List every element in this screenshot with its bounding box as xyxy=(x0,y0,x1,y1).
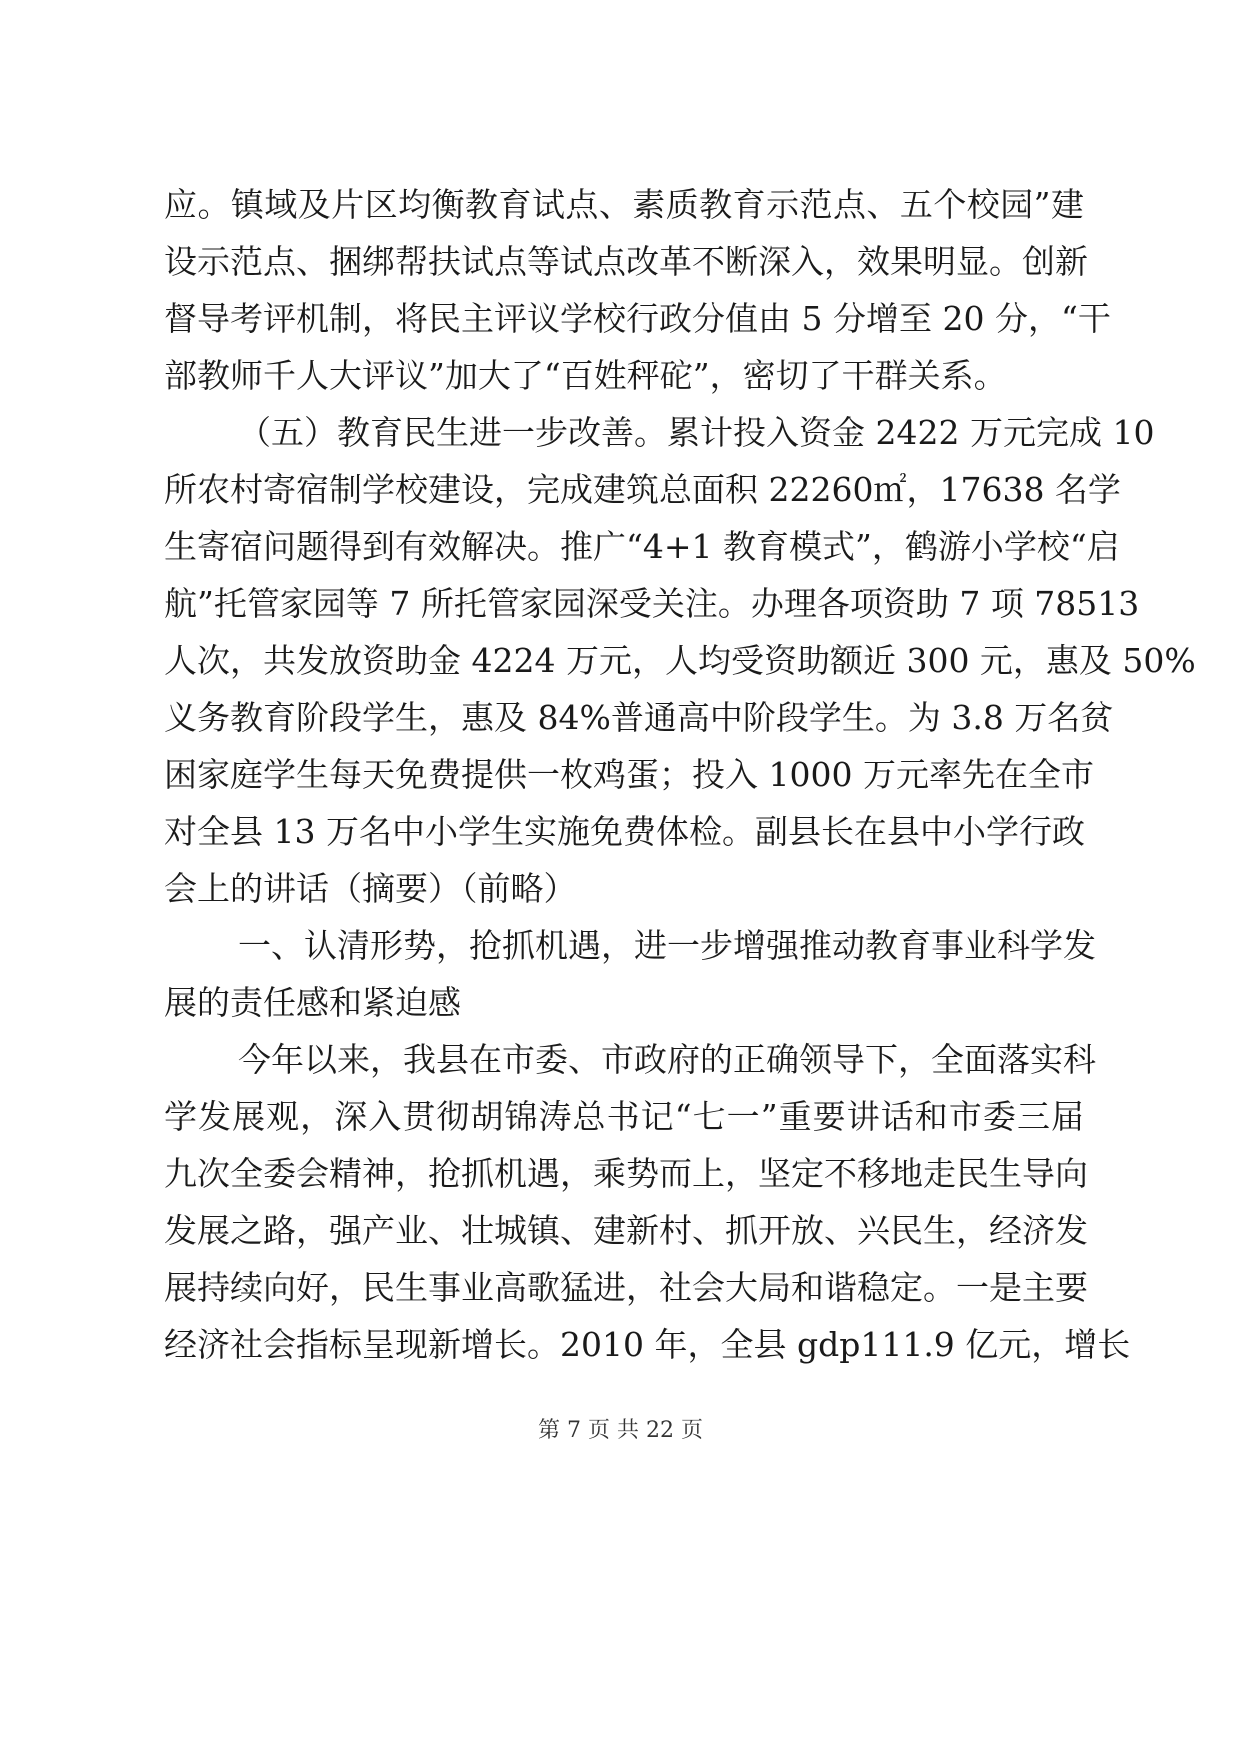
page-footer: 第 7 页 共 22 页 xyxy=(538,1418,703,1443)
paragraph-first-line: 今年以来，我县在市委、市政府的正确领导下，全面落实科 xyxy=(238,1040,1096,1079)
paragraph-first-line: （五）教育民生进一步改善。累计投入资金 2422 万元完成 10 xyxy=(238,413,1155,452)
body-line: 人次，共发放资助金 4224 万元，人均受资助额近 300 元，惠及 50% xyxy=(164,641,1196,680)
body-line: 发展之路，强产业、壮城镇、建新村、抓开放、兴民生，经济发 xyxy=(164,1211,1088,1250)
body-line: 九次全委会精神，抢抓机遇，乘势而上，坚定不移地走民生导向 xyxy=(164,1154,1088,1193)
body-line: 生寄宿问题得到有效解决。推广“4+1 教育模式”，鹤游小学校“启 xyxy=(164,527,1120,566)
body-line: 经济社会指标呈现新增长。2010 年，全县 gdp111.9 亿元，增长 xyxy=(164,1325,1131,1364)
body-line: 设示范点、捆绑帮扶试点等试点改革不断深入，效果明显。创新 xyxy=(164,242,1088,281)
body-line: 义务教育阶段学生，惠及 84%普通高中阶段学生。为 3.8 万名贫 xyxy=(164,698,1114,737)
body-line: 展持续向好，民生事业高歌猛进，社会大局和谐稳定。一是主要 xyxy=(164,1268,1088,1307)
body-line: 应。镇域及片区均衡教育试点、素质教育示范点、五个校园”建 xyxy=(164,185,1084,224)
body-line: 对全县 13 万名中小学生实施免费体检。副县长在县中小学行政 xyxy=(164,812,1085,851)
body-line: 督导考评机制，将民主评议学校行政分值由 5 分增至 20 分，“干 xyxy=(164,299,1111,338)
body-line: 所农村寄宿制学校建设，完成建筑总面积 22260㎡，17638 名学 xyxy=(164,470,1121,509)
body-line: 航”托管家园等 7 所托管家园深受关注。办理各项资助 7 项 78513 xyxy=(164,584,1140,623)
body-line: 学发展观，深入贯彻胡锦涛总书记“七一”重要讲话和市委三届 xyxy=(164,1097,1084,1136)
body-line: 会上的讲话（摘要）（前略） xyxy=(164,869,577,908)
section-heading-line: 展的责任感和紧迫感 xyxy=(164,983,461,1022)
body-line: 部教师千人大评议”加大了“百姓秤砣”，密切了干群关系。 xyxy=(164,356,1007,395)
body-line: 困家庭学生每天免费提供一枚鸡蛋；投入 1000 万元率先在全市 xyxy=(164,755,1094,794)
section-heading-line: 一、认清形势，抢抓机遇，进一步增强推动教育事业科学发 xyxy=(238,926,1096,965)
